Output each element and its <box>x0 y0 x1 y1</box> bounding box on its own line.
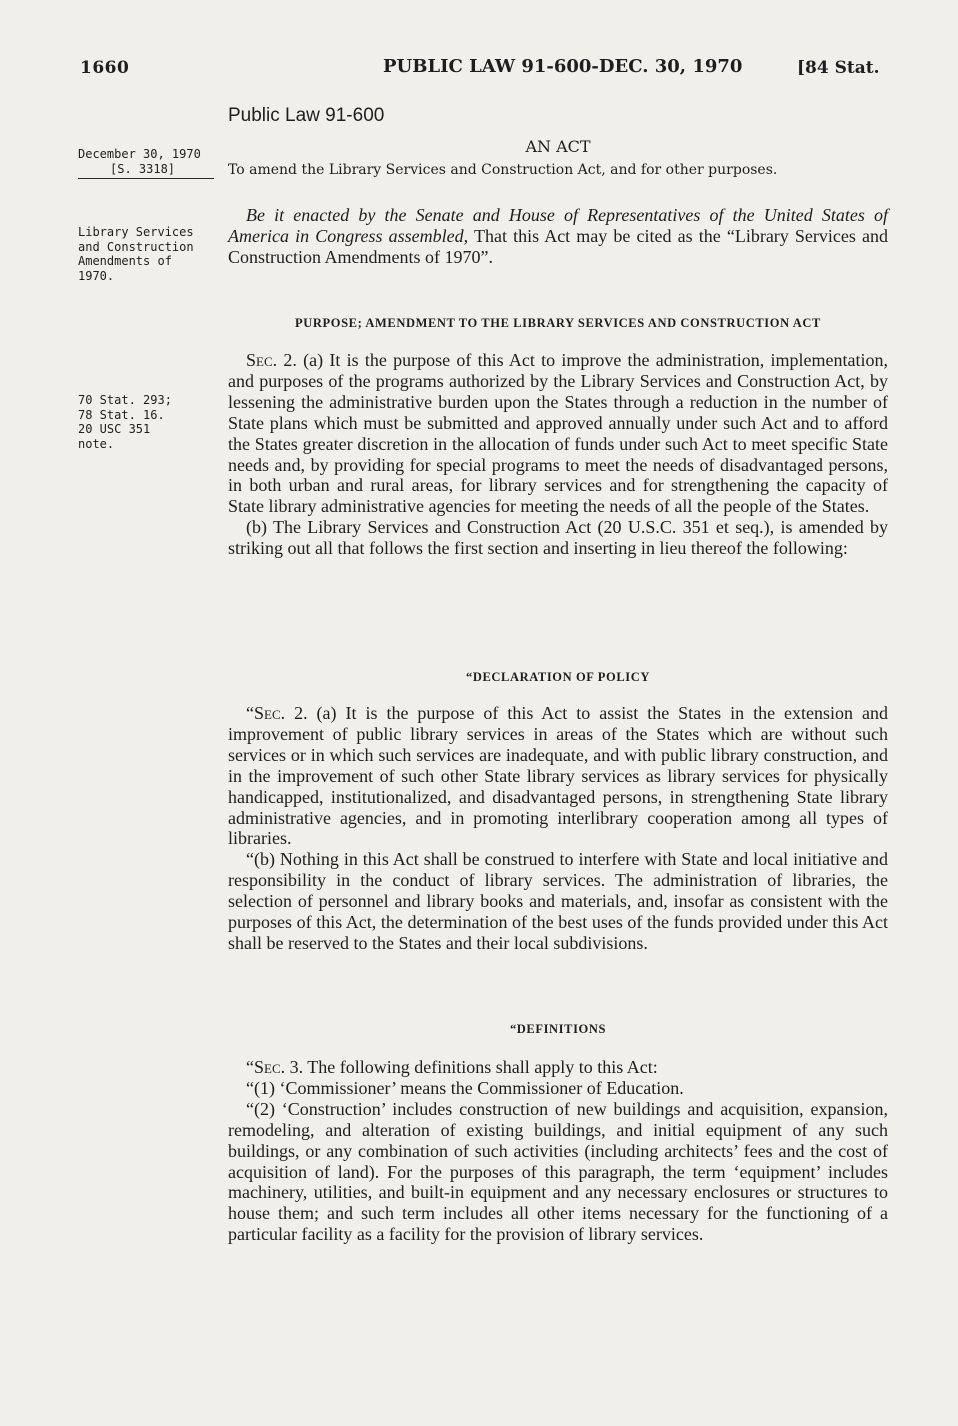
margin-note-line: 70 Stat. 293; <box>78 393 172 407</box>
statute-reference: [84 Stat. <box>797 58 880 78</box>
declaration-of-policy <box>228 703 888 954</box>
section-2 <box>228 350 888 559</box>
enactment-date: December 30, 1970 <box>78 147 201 161</box>
margin-note-citations <box>78 393 172 451</box>
bill-number: [S. 3318] <box>78 162 214 179</box>
public-law-label: Public Law 91-600 <box>228 105 385 126</box>
section-paragraph: “(b) Nothing in this Act shall be construed to interfere with State and local initiative and responsibility in the conduct of library services. The administration of libraries, the selection of personnel and library books and materials, and, insofar as consistent with the purposes of this Act, the determination of the best uses of the funds provided under this Act shall be reserved to the States and their local subdivisions. <box>228 849 888 953</box>
section-label: “Sec. 2. <box>246 703 308 723</box>
heading-declaration-of-policy: “DECLARATION OF POLICY <box>465 670 651 684</box>
margin-note-line: 78 Stat. 16. <box>78 407 165 422</box>
definition-item: “(2) ‘Construction’ includes construction of new buildings and acquisition, expansion, remodeling, and alteration of existing buildings, and initial equipment of any such buildings, or any combination of such activities (including architects’ fees and the cost of acquisition of land). For the purposes of this paragraph, the term ‘equipment’ includes machinery, utilities, and built-in equipment and any necessary enclosures or structures to house them; and such term includes all other items necessary for the functioning of a particular facility as a facility for the provision of library services. <box>228 1098 888 1245</box>
margin-note-short-title <box>78 225 194 283</box>
margin-note-line: 20 USC 351 <box>78 422 151 436</box>
act-label: AN ACT <box>525 137 591 156</box>
section-label: Sec. 2. <box>246 350 297 370</box>
act-purpose-line: To amend the Library Services and Construction Act, and for other purposes. <box>228 162 778 178</box>
section-paragraph: The following definitions shall apply to this Act: <box>303 1057 658 1077</box>
margin-note-line: 1970. <box>78 268 115 283</box>
margin-note-line: note. <box>78 436 115 451</box>
enacting-clause-italic: Be it enacted by the Senate and House of Representatives of the United States of America in Congress assembled, <box>228 205 888 246</box>
enacting-clause <box>228 205 888 268</box>
margin-note-line: and Construction <box>78 239 194 254</box>
definitions-section <box>228 1057 888 1245</box>
section-paragraph: (b) The Library Services and Construction Act (20 U.S.C. 351 et seq.), is amended by striking out all that follows the first section and inserting in lieu thereof the following: <box>228 517 888 559</box>
enacting-clause-text: That this Act may be cited as the “Library Services and Construction Amendments of 1970”. <box>228 225 888 267</box>
heading-definitions: “DEFINITIONS <box>509 1022 607 1036</box>
margin-note-line: Library Services <box>78 225 194 239</box>
margin-note-line: Amendments of <box>78 254 172 268</box>
section-paragraph: (a) It is the purpose of this Act to improve the administration, implementation, and purposes of the programs authorized by the Library Services and Construction Act, by lessening the administrative burden upon the States through a reduction in the number of State plans which must be submitted and approved annually under such Act and to afford the States greater discretion in the allocation of funds under such Act to meet specific State needs and, by providing for special programs to meet the needs of disadvantaged persons, in both urban and rural areas, for library services and for strengthening the capacity of State library administrative agencies for meeting the needs of all the people of the States. <box>228 350 888 517</box>
page-number: 1660 <box>80 58 130 78</box>
definition-item: “(1) ‘Commissioner’ means the Commissioner of Education. <box>246 1077 684 1098</box>
heading-purpose-amendment: PURPOSE; AMENDMENT TO THE LIBRARY SERVICES AND CONSTRUCTION ACT <box>295 316 821 330</box>
section-label: “Sec. 3. <box>246 1057 304 1077</box>
running-header-title: PUBLIC LAW 91-600-DEC. 30, 1970 <box>383 56 743 77</box>
date-block <box>78 147 216 179</box>
section-paragraph: (a) It is the purpose of this Act to assist the States in the extension and improvement of public library services in areas of the States which are without such services or in which such services are inadequate, and with public library construction, and in the improvement of such other State library services as library services for physically handicapped, institutionalized, and disadvantaged persons, in strengthening State library administrative agencies, and in promoting interlibrary cooperation among all types of libraries. <box>228 703 888 849</box>
